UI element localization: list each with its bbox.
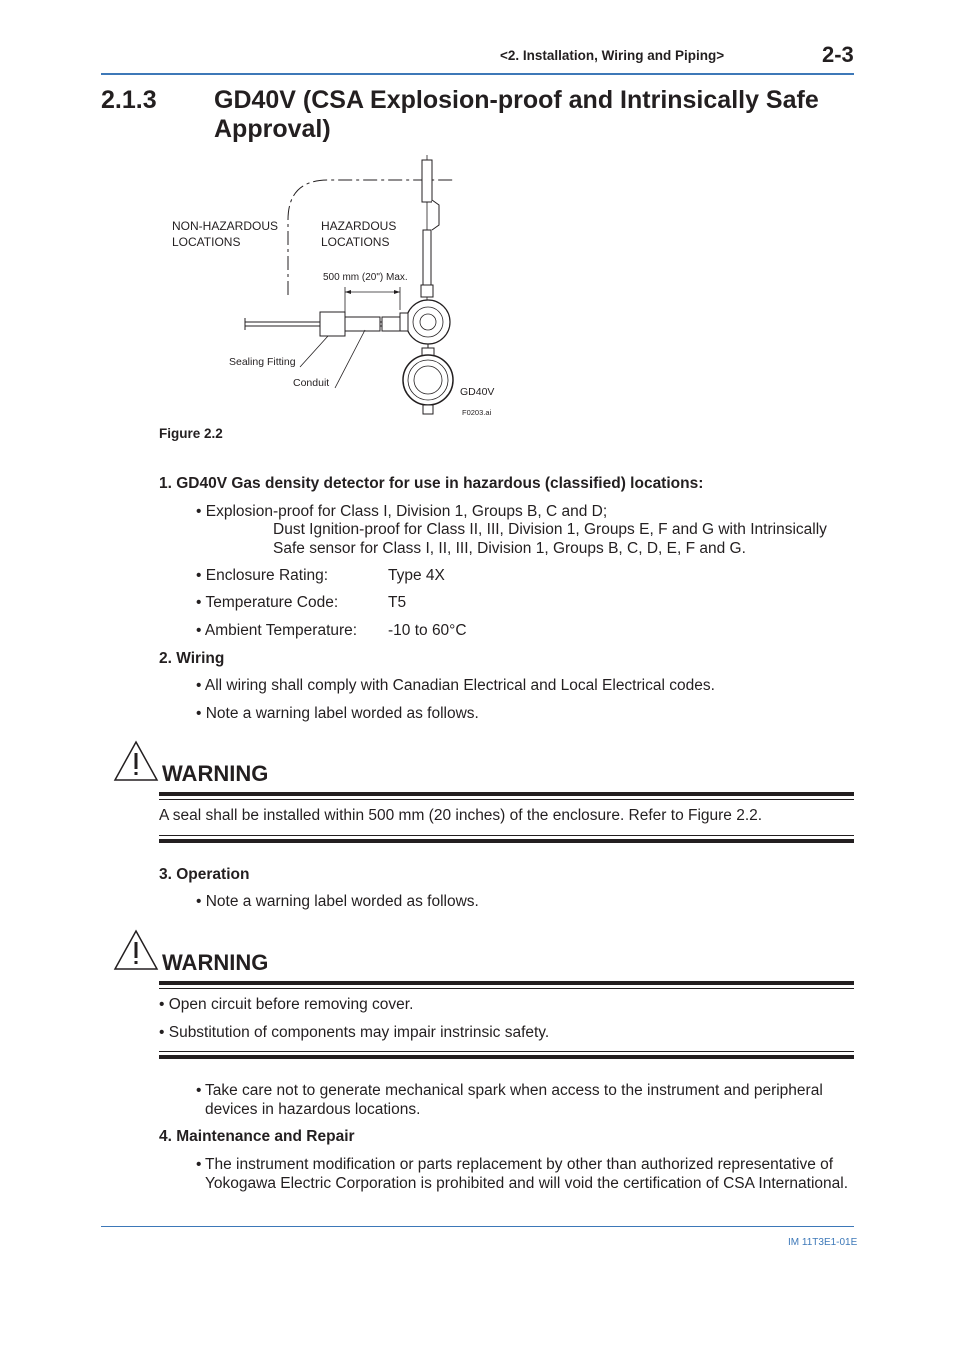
conduit-leader — [335, 330, 365, 388]
bullet-marker: • — [196, 1156, 202, 1173]
item3-bullet: • Note a warning label worded as follows. — [196, 893, 479, 910]
sealing-leader — [300, 336, 328, 367]
hazardous-label-2: LOCATIONS — [321, 235, 390, 249]
item3-heading: 3. Operation — [159, 866, 250, 883]
installation-diagram — [160, 150, 520, 422]
bullet-marker: • — [196, 1082, 202, 1099]
item1-heading: 1. GD40V Gas density detector for use in hazardous (classified) locations: — [159, 475, 704, 492]
warning-triangle-icon — [113, 929, 159, 971]
warning-rule-top-thin — [159, 988, 854, 989]
item4-bullet: The instrument modification or parts replacement by other than authorized representative of Yokogawa Electric Corporation is prohibited and will void the certification of CSA International. — [205, 1156, 849, 1192]
figure-caption: Figure 2.2 — [159, 426, 223, 441]
spec-value: -10 to 60°C — [388, 622, 467, 639]
page-number: 2-3 — [822, 42, 854, 67]
spec-label: • Enclosure Rating: — [196, 567, 329, 584]
document-id: IM 11T3E1-01E — [788, 1237, 858, 1248]
header-rule — [101, 73, 854, 75]
item2-bullet: • Note a warning label worded as follows. — [196, 705, 479, 722]
figure-file-label: F0203.ai — [462, 408, 492, 417]
device-label: GD40V — [460, 386, 495, 398]
item2-bullet: • All wiring shall comply with Canadian Electrical and Local Electrical codes. — [196, 677, 715, 694]
item1-bullet: • Explosion-proof for Class I, Division 1, Groups B, C and D; — [196, 503, 608, 520]
warning-title: WARNING — [162, 950, 269, 975]
warning-rule-bottom-thin — [159, 835, 854, 836]
warning-rule-bottom-thin — [159, 1051, 854, 1052]
hazardous-label: HAZARDOUS — [321, 219, 397, 233]
footer-rule — [101, 1226, 854, 1227]
item1-bullet-cont: Dust Ignition-proof for Class II, III, Division 1, Groups E, F and G with Intrinsically Safe sensor for Class I, II, III, Division 1, Groups B, C, D, E, F and G. — [273, 521, 827, 557]
warning-rule-top — [159, 792, 854, 796]
warning-rule-top-thin — [159, 799, 854, 800]
section-title: GD40V (CSA Explosion-proof and Intrinsically Safe Approval) — [214, 86, 819, 143]
warning-rule-top — [159, 981, 854, 985]
warning-rule-bottom — [159, 839, 854, 843]
warning-line: • Substitution of components may impair instrinsic safety. — [159, 1024, 550, 1041]
sealing-fitting-body — [320, 312, 345, 336]
warning-triangle-icon — [113, 740, 159, 782]
item4-heading: 4. Maintenance and Repair — [159, 1128, 355, 1145]
distance-label: 500 mm (20") Max. — [323, 272, 408, 283]
spec-label: • Temperature Code: — [196, 594, 339, 611]
item2-heading: 2. Wiring — [159, 650, 225, 667]
non-hazardous-label: NON-HAZARDOUS — [172, 219, 279, 233]
spec-value: T5 — [388, 594, 407, 611]
warning-text: A seal shall be installed within 500 mm (20 inches) of the enclosure. Refer to Figure 2.2. — [159, 807, 763, 824]
non-hazardous-label-2: LOCATIONS — [172, 235, 241, 249]
running-header: <2. Installation, Wiring and Piping> — [500, 48, 725, 63]
warning-line: • Open circuit before removing cover. — [159, 996, 414, 1013]
sealing-fitting-label: Sealing Fitting — [229, 356, 296, 368]
warning-rule-bottom — [159, 1055, 854, 1059]
conduit-label: Conduit — [293, 377, 330, 389]
spec-label: • Ambient Temperature: — [196, 622, 358, 639]
section-number: 2.1.3 — [101, 86, 157, 114]
warning-title: WARNING — [162, 761, 269, 786]
spec-value: Type 4X — [388, 567, 445, 584]
spark-bullet: Take care not to generate mechanical spark when access to the instrument and peripheral devices in hazardous locations. — [205, 1082, 823, 1118]
